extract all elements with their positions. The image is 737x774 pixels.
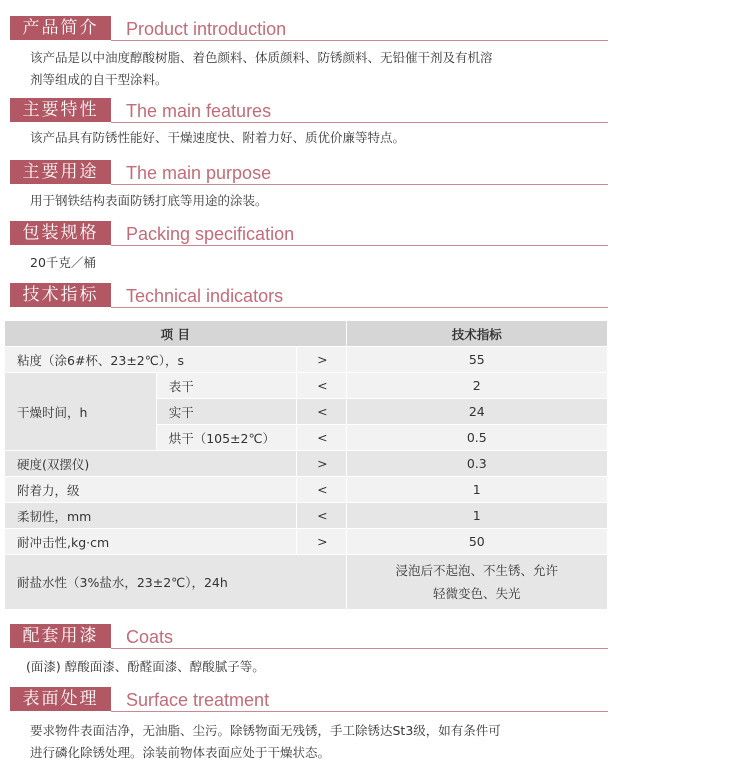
section-main-purpose — [10, 160, 608, 184]
section-header — [10, 687, 608, 711]
divider — [111, 184, 608, 185]
divider — [111, 122, 608, 123]
purpose-text: 用于钢铁结构表面防锈打底等用途的涂装。 — [30, 193, 268, 208]
section-header — [10, 283, 608, 307]
row-value: 24 — [346, 399, 607, 425]
row-sign: < — [296, 399, 346, 425]
section-title-zh: 表面处理 — [10, 687, 111, 711]
divider — [111, 711, 608, 712]
table-row — [5, 529, 608, 555]
row-value: 50 — [346, 529, 607, 555]
row-value: 1 — [346, 503, 607, 529]
row-sign: < — [296, 477, 346, 503]
table-row — [5, 451, 608, 477]
section-main-features — [10, 98, 608, 122]
divider — [111, 307, 608, 308]
intro-line-1: 该产品是以中油度醇酸树脂、着色颜料、体质颜料、防锈颜料、无铅催干剂及有机溶 — [30, 50, 493, 65]
features-text: 该产品具有防锈性能好、干燥速度快、附着力好、质优价廉等特点。 — [30, 130, 406, 145]
header-value: 技术指标 — [346, 321, 607, 347]
divider — [111, 245, 608, 246]
packing-text: 20千克／桶 — [30, 255, 96, 270]
section-title-zh: 包装规格 — [10, 221, 111, 245]
row-sign: < — [296, 503, 346, 529]
row-value: 55 — [346, 347, 607, 373]
row-value-line-1: 浸泡后不起泡、不生锈、允许 — [395, 563, 559, 578]
section-title-zh: 主要用途 — [10, 160, 111, 184]
table-row — [5, 347, 608, 373]
intro-line-2: 剂等组成的自干型涂料。 — [30, 72, 168, 87]
section-title-en: Technical indicators — [126, 286, 284, 306]
coats-text: (面漆) 醇酸面漆、酚醛面漆、醇酸腻子等。 — [26, 659, 265, 674]
table-row — [5, 477, 608, 503]
header-item: 项 目 — [5, 321, 347, 347]
table-row — [5, 373, 608, 399]
row-label: 干燥时间，h — [5, 373, 157, 451]
row-value: 2 — [346, 373, 607, 399]
divider — [111, 648, 608, 649]
section-product-introduction — [10, 16, 608, 40]
section-title-en: Packing specification — [126, 224, 295, 244]
row-label: 粘度（涂6#杯、23±2℃），s — [5, 347, 297, 373]
row-value — [346, 555, 607, 610]
section-title-en: Surface treatment — [126, 690, 270, 710]
divider — [111, 40, 608, 41]
surface-line-1: 要求物件表面洁净，无油脂、尘污。除锈物面无残锈，手工除锈达St3级，如有条件可 — [30, 723, 501, 738]
section-technical-indicators — [10, 283, 608, 307]
section-title-en: Product introduction — [126, 19, 287, 39]
row-sign: > — [296, 347, 346, 373]
row-sign: > — [296, 529, 346, 555]
section-header — [10, 16, 608, 40]
row-label: 耐冲击性,kg·cm — [5, 529, 297, 555]
section-title-en: The main features — [126, 101, 272, 121]
row-sign: < — [296, 373, 346, 399]
section-packing-specification — [10, 221, 608, 245]
section-header — [10, 624, 608, 648]
row-label: 附着力，级 — [5, 477, 297, 503]
section-title-en: Coats — [126, 627, 174, 647]
section-title-en: The main purpose — [126, 163, 272, 183]
technical-indicators-table — [4, 320, 608, 610]
section-header — [10, 98, 608, 122]
section-title-zh: 配套用漆 — [10, 624, 111, 648]
sub-label: 实干 — [156, 399, 296, 425]
row-label: 柔韧性，mm — [5, 503, 297, 529]
table-header-row — [5, 321, 608, 347]
surface-line-2: 进行磷化除锈处理。涂装前物体表面应处于干燥状态。 — [30, 745, 331, 760]
section-title-zh: 技术指标 — [10, 283, 111, 307]
row-sign: < — [296, 425, 346, 451]
row-sign: > — [296, 451, 346, 477]
row-value: 1 — [346, 477, 607, 503]
section-header — [10, 221, 608, 245]
row-label: 硬度(双摆仪) — [5, 451, 297, 477]
sub-label: 表干 — [156, 373, 296, 399]
table-row — [5, 503, 608, 529]
row-value-line-2: 轻微变色、失光 — [433, 586, 521, 601]
intro-text — [30, 47, 493, 91]
section-title-zh: 产品简介 — [10, 16, 111, 40]
sub-label: 烘干（105±2℃） — [156, 425, 296, 451]
surface-text — [30, 720, 501, 764]
row-label: 耐盐水性（3%盐水，23±2℃），24h — [5, 555, 347, 610]
section-surface-treatment — [10, 687, 608, 711]
table-row — [5, 555, 608, 610]
section-header — [10, 160, 608, 184]
section-title-zh: 主要特性 — [10, 98, 111, 122]
row-value: 0.3 — [346, 451, 607, 477]
section-coats — [10, 624, 608, 648]
row-value: 0.5 — [346, 425, 607, 451]
